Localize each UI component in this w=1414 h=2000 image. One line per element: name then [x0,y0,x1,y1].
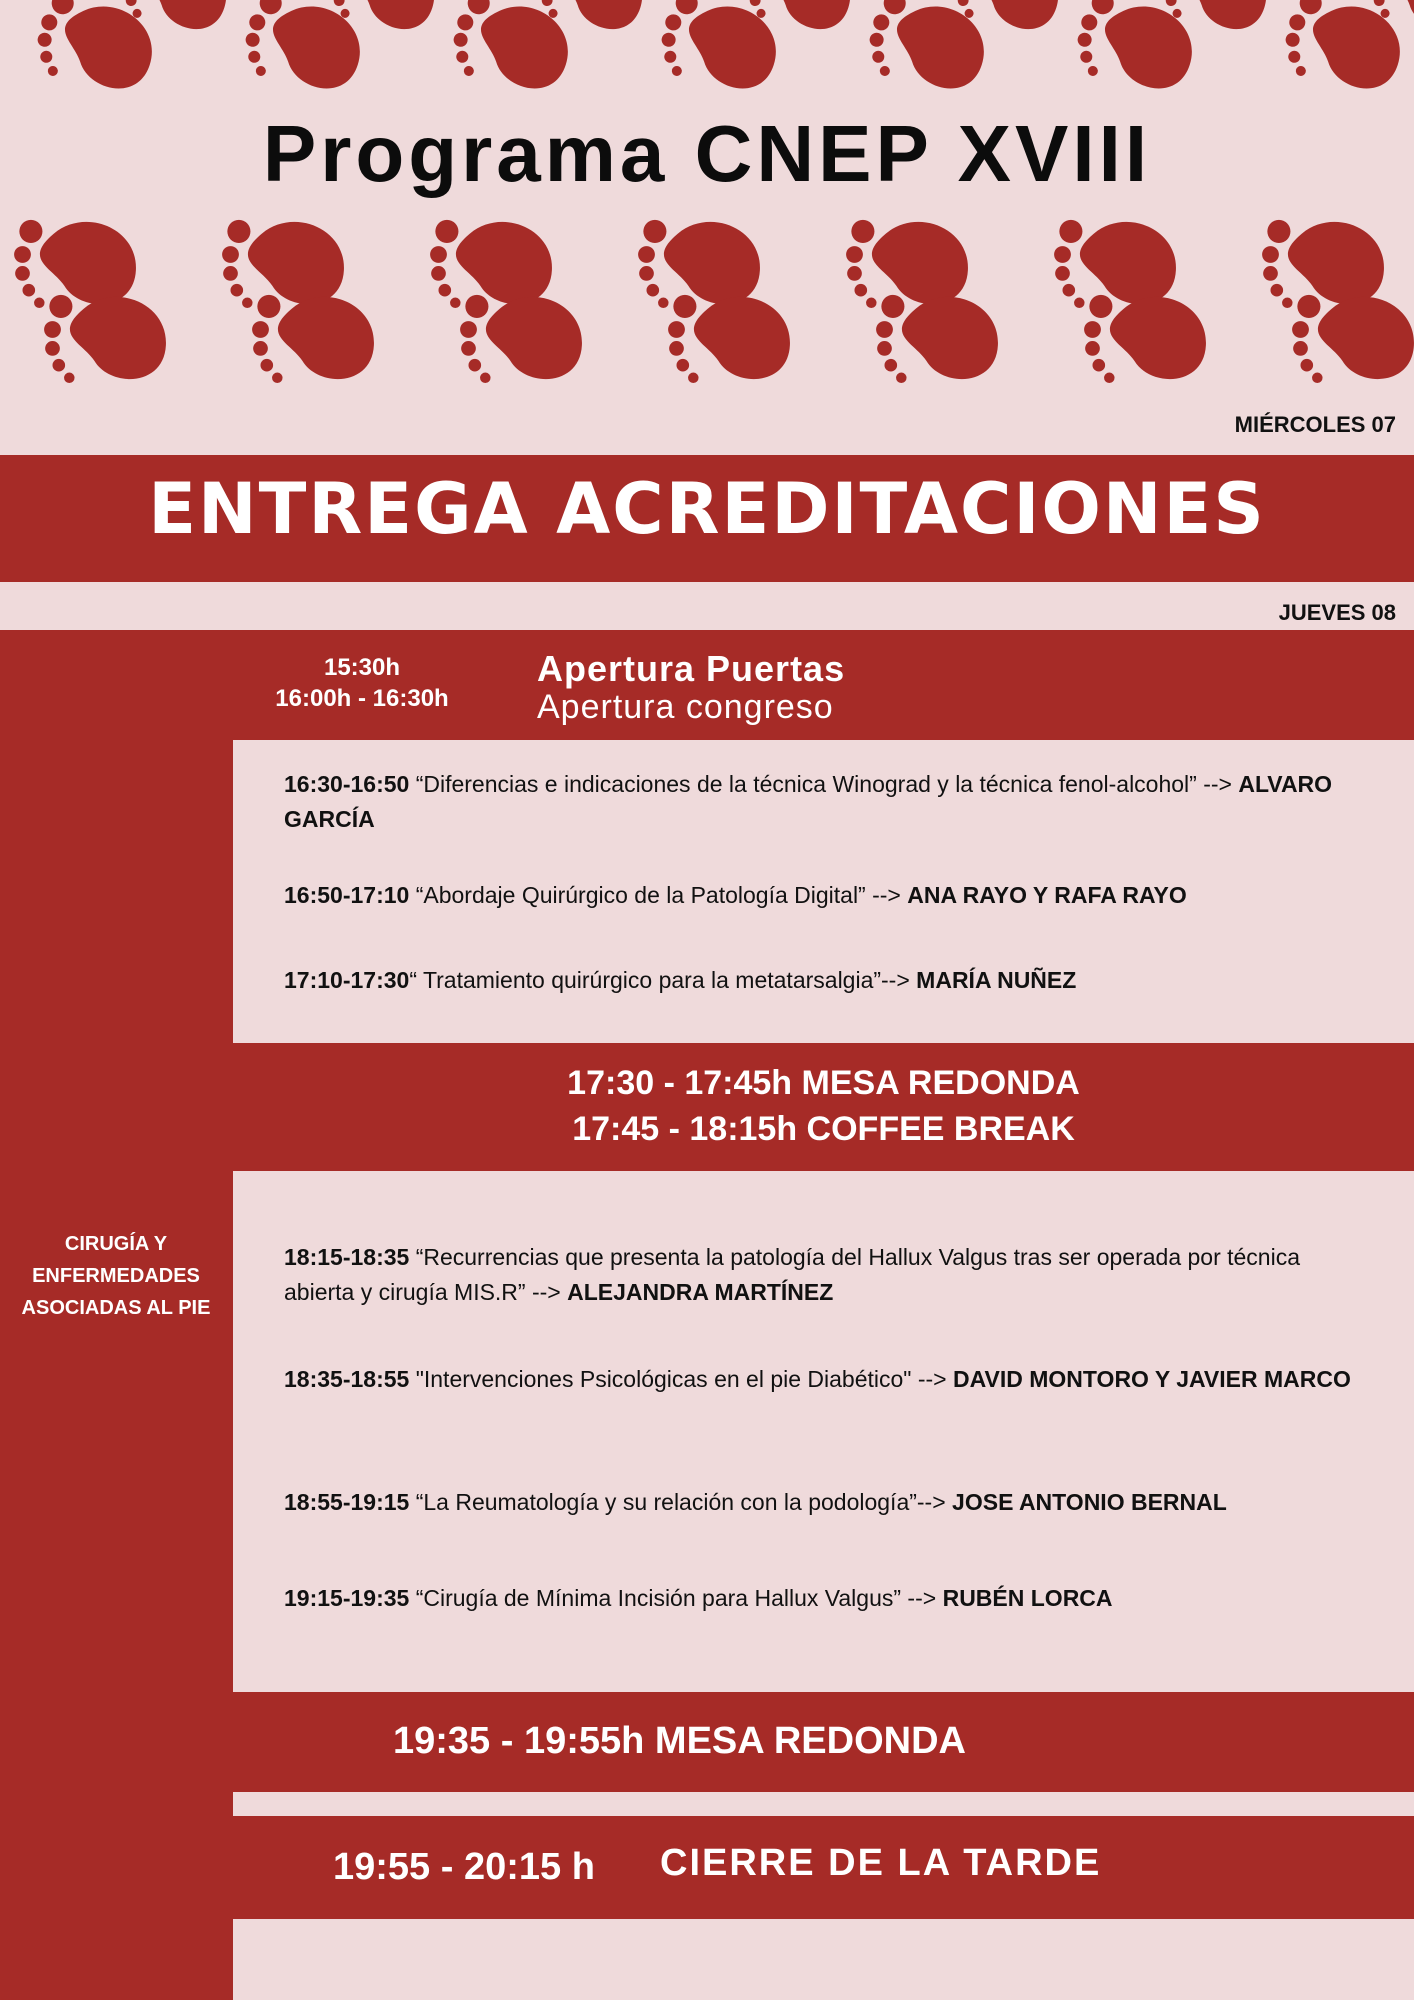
talk-speaker: ANA RAYO Y RAFA RAYO [907,882,1187,908]
talk-speaker: JOSE ANTONIO BERNAL [952,1489,1227,1515]
talk-item [284,878,1384,913]
talk-title: “Recurrencias que presenta la patología del Hallux Valgus tras ser operada por técnica abierta y cirugía MIS.R” --> [284,1244,1301,1305]
closing-label: CIERRE DE LA TARDE [660,1842,1102,1884]
footprint-icon [876,295,998,383]
footprint-icon [1155,0,1275,39]
talk-time: 18:35-18:55 [284,1366,410,1392]
opening-subtitle: Apertura congreso [537,688,834,726]
talk-time: 17:10-17:30 [284,967,410,993]
talk-time: 19:15-19:35 [284,1585,410,1611]
footprint-icon [1054,220,1176,308]
sidebar-label-line: ASOCIADAS AL PIE [21,1297,211,1319]
footprint-pattern [0,0,1414,420]
sidebar-label-line: ENFERMEDADES [32,1265,200,1287]
footprint-icon [1292,295,1414,383]
page-title: Programa CNEP XVIII [262,109,1152,198]
sidebar-label [0,1228,232,1324]
opening-times [242,652,482,714]
talk-item [284,1581,1384,1616]
talk-title: “La Reumatología y su relación con la podología”--> [409,1489,953,1515]
talk-title: “ Tratamiento quirúrgico para la metatarsalgia”--> [409,967,917,993]
footprint-icon [1084,295,1206,383]
footprint-icon [430,220,552,308]
talk-speaker: RUBÉN LORCA [942,1585,1113,1611]
footprint-icon [846,220,968,308]
roundtable-2: 19:35 - 19:55h MESA REDONDA [393,1720,966,1762]
coffee-break: 17:45 - 18:15h COFFEE BREAK [572,1110,1075,1148]
footprint-icon [668,295,790,383]
talk-time: 18:55-19:15 [284,1489,410,1515]
footprint-icon [252,295,374,383]
closing-time: 19:55 - 20:15 h [333,1846,595,1888]
footprint-icon [323,0,443,39]
talk-speaker: ALVARO GARCÍA [284,771,1333,832]
talk-time: 16:30-16:50 [284,771,410,797]
talk-title: "Intervenciones Psicológicas en el pie Diabético" --> [409,1366,954,1392]
accreditation-banner-text: ENTREGA ACREDITACIONES [148,468,1266,550]
opening-time-2: 16:00h - 16:30h [275,685,449,712]
talk-title: “Abordaje Quirúrgico de la Patología Digital” --> [409,882,908,908]
opening-time-1: 15:30h [323,654,401,681]
footprint-icon [236,0,370,100]
footprint-icon [222,220,344,308]
talk-title: “Cirugía de Mínima Incisión para Hallux Valgus” --> [409,1585,943,1611]
footprint-icon [1276,0,1410,100]
break-banner-text [233,1060,1414,1152]
footprint-icon [1262,220,1384,308]
footprint-icon [115,0,235,39]
talk-title: “Diferencias e indicaciones de la técnica Winograd y la técnica fenol-alcohol” --> [409,771,1239,797]
talk-speaker: DAVID MONTORO Y JAVIER MARCO [953,1366,1351,1392]
footprint-icon [638,220,760,308]
footprint-icon [1363,0,1414,39]
footprint-icon [460,295,582,383]
footprint-icon [28,0,162,100]
footprint-icon [1068,0,1202,100]
opening-title: Apertura Puertas [537,648,846,689]
footprint-icon [739,0,859,39]
footprint-icon [14,220,136,308]
talk-speaker: ALEJANDRA MARTÍNEZ [567,1279,834,1305]
day-label-wednesday: MIÉRCOLES 07 [1234,412,1396,437]
talk-speaker: MARÍA NUÑEZ [916,967,1077,993]
roundtable-1: 17:30 - 17:45h MESA REDONDA [567,1064,1080,1102]
talk-item [284,963,1384,998]
talk-item [284,1240,1354,1310]
footprint-icon [444,0,578,100]
talk-item [284,767,1384,837]
footprint-icon [947,0,1067,39]
footprint-icon [44,295,166,383]
day-label-thursday: JUEVES 08 [1278,600,1396,625]
footprint-icon [652,0,786,100]
talk-time: 16:50-17:10 [284,882,410,908]
footprint-icon [531,0,651,39]
footprint-icon [860,0,994,100]
sidebar-label-line: CIRUGÍA Y [64,1233,168,1255]
talk-item [284,1485,1384,1520]
talk-time: 18:15-18:35 [284,1244,410,1270]
talk-item [284,1362,1364,1397]
